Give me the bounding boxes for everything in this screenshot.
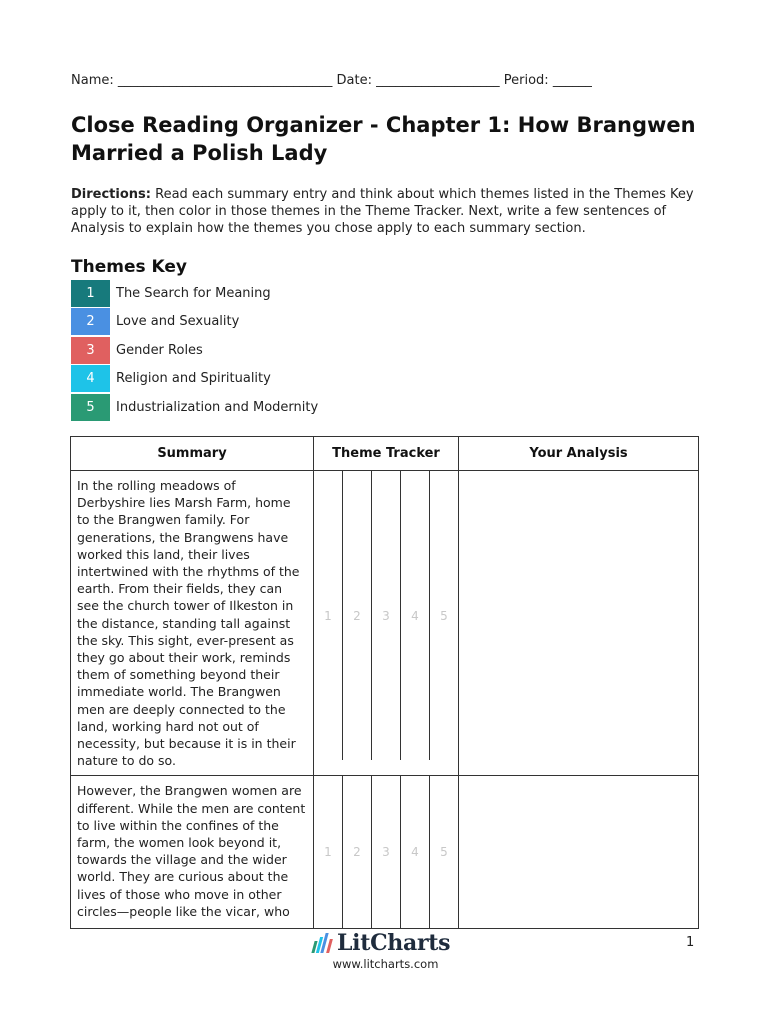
name-label: Name:	[71, 73, 114, 88]
theme-key-item	[71, 279, 391, 308]
summary-header: Summary	[71, 437, 314, 471]
theme-number-badge: 2	[71, 308, 110, 335]
theme-label: Love and Sexuality	[116, 314, 240, 330]
period-blank[interactable]: ______	[552, 73, 592, 88]
page-number: 1	[686, 935, 695, 950]
directions-label: Directions:	[71, 187, 151, 202]
theme-label: Religion and Spirituality	[116, 371, 271, 387]
theme-tracker-box-5[interactable]: 5	[440, 845, 448, 860]
theme-key-item	[71, 365, 391, 394]
logo-bars-icon	[313, 933, 333, 953]
organizer-table	[70, 436, 699, 929]
theme-tracker-box-1[interactable]: 1	[314, 471, 343, 760]
theme-tracker-box-2[interactable]: 2	[343, 471, 372, 760]
theme-tracker-box-4[interactable]: 4	[401, 776, 430, 928]
directions	[71, 186, 711, 237]
theme-label: The Search for Meaning	[116, 285, 271, 301]
theme-number-badge: 5	[71, 394, 110, 421]
theme-tracker-box-2[interactable]: 2	[343, 776, 372, 928]
name-blank[interactable]: _________________________________	[117, 73, 333, 88]
theme-tracker-cell	[314, 776, 459, 929]
logo-text: LitCharts	[337, 930, 451, 956]
theme-number-badge: 3	[71, 337, 110, 364]
litcharts-logo	[313, 930, 458, 956]
student-info-line	[71, 73, 711, 88]
analysis-cell[interactable]	[459, 776, 699, 929]
page-title: Close Reading Organizer - Chapter 1: How Brangwen Married a Polish Lady	[71, 113, 696, 165]
period-label: Period:	[503, 73, 549, 88]
theme-tracker-box-3[interactable]: 3	[372, 776, 401, 928]
theme-tracker-header: Theme Tracker	[314, 437, 459, 471]
themes-key-list	[71, 279, 391, 422]
theme-tracker-box-1[interactable]: 1	[314, 776, 343, 928]
table-row	[71, 776, 699, 929]
theme-key-item	[71, 393, 391, 422]
theme-tracker	[314, 471, 458, 760]
theme-label: Gender Roles	[116, 342, 203, 358]
theme-tracker-box-4[interactable]: 4	[401, 471, 430, 760]
date-label: Date:	[336, 73, 372, 88]
directions-text: Read each summary entry and think about which themes listed in the Themes Key apply to it, then color in those themes in the Theme Tracker. Next, write a few sentences of Analysis to explain how the themes you chose apply to each summary section.	[71, 187, 694, 236]
theme-number-badge: 1	[71, 280, 110, 307]
theme-tracker-box-5[interactable]: 5	[440, 608, 448, 623]
theme-tracker-box-3[interactable]: 3	[372, 471, 401, 760]
theme-tracker-cell	[314, 471, 459, 776]
theme-number-badge: 4	[71, 365, 110, 392]
footer-url: www.litcharts.com	[332, 957, 439, 971]
table-header-row	[71, 437, 699, 471]
theme-key-item	[71, 336, 391, 365]
summary-cell: In the rolling meadows of Derbyshire lies Marsh Farm, home to the Brangwen family. For generations, the Brangwens have worked this land, their lives intertwined with the rhythms of the earth. From their fields, they can see the church tower of Ilkeston in the distance, standing tall against the sky. This sight, ever-present as they go about their work, reminds them of something beyond their immediate world. The Brangwen men are deeply connected to the land, working hard not out of necessity, but because it is in their nature to do so.	[71, 471, 314, 776]
date-blank[interactable]: ___________________	[376, 73, 500, 88]
theme-key-item	[71, 308, 391, 337]
summary-cell: However, the Brangwen women are different. While the men are content to live within the confines of the farm, the women look beyond it, towards the village and the wider world. They are curious about the lives of those who move in other circles—people like the vicar, who	[71, 776, 314, 929]
themes-key-heading: Themes Key	[71, 257, 187, 277]
theme-tracker	[314, 776, 458, 928]
analysis-header: Your Analysis	[459, 437, 699, 471]
analysis-cell[interactable]	[459, 471, 699, 776]
theme-label: Industrialization and Modernity	[116, 399, 319, 415]
table-row	[71, 471, 699, 776]
